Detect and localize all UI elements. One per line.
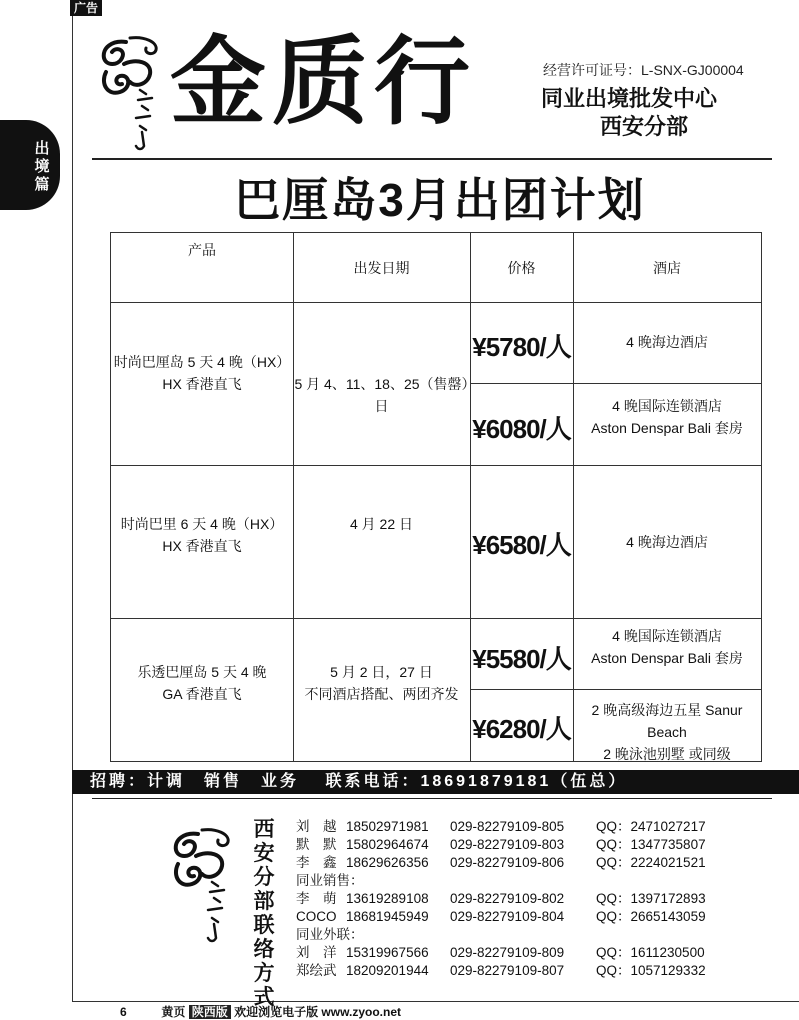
hotel-line: Aston Denspar Bali 套房	[591, 650, 743, 666]
contact-qq: QQ：2224021521	[596, 855, 706, 870]
product-cell	[111, 661, 293, 705]
footer-link[interactable]: 欢迎浏览电子版 www.zyoo.net	[234, 1005, 401, 1019]
header-date: 出发日期	[353, 260, 410, 276]
price-cell: ¥6280/人	[472, 714, 571, 744]
contact-mobile: 15319967566	[346, 945, 429, 960]
table-subrow-divider	[470, 689, 761, 690]
contact-name: 刘 洋	[296, 945, 337, 960]
contact-mobile: 18629626356	[346, 855, 429, 870]
recruit-banner: 招聘：计调 销售 业务 联系电话：18691879181（伍总）	[72, 770, 799, 794]
brand-branch: 西安分部	[600, 114, 689, 139]
contact-tel: 029-82279109-805	[450, 819, 565, 834]
contact-row	[296, 962, 706, 980]
hotel-line: 4 晚海边酒店	[626, 534, 708, 550]
contact-mobile: 13619289108	[346, 891, 429, 906]
header-divider	[92, 158, 772, 160]
brand-logo-icon	[96, 34, 170, 152]
contact-mobile: 15802964674	[346, 837, 429, 852]
page-footer	[120, 1003, 401, 1020]
contact-tel: 029-82279109-803	[450, 837, 565, 852]
contact-tel: 029-82279109-806	[450, 855, 565, 870]
contact-name: 李 鑫	[296, 855, 337, 870]
contact-row	[296, 890, 706, 908]
edition-badge: 陕西版	[189, 1005, 231, 1019]
product-name: 时尚巴里 6 天 4 晚（HX）	[120, 516, 284, 532]
contact-name: 默 默	[296, 837, 337, 852]
ad-tag: 广告	[70, 0, 102, 16]
contact-tel: 029-82279109-802	[450, 891, 565, 906]
table-subrow-divider	[470, 383, 761, 384]
table-row-divider	[111, 302, 761, 303]
hotel-cell	[573, 699, 761, 765]
contact-row	[296, 836, 706, 854]
hotel-line: 4 晚国际连锁酒店	[612, 398, 722, 414]
date-cell	[293, 513, 470, 535]
date-cell	[293, 373, 470, 417]
contact-name: COCO	[296, 909, 337, 924]
contact-tel: 029-82279109-807	[450, 963, 565, 978]
hotel-line: 2 晚泳池别墅 或同级	[603, 746, 731, 762]
brand-name: 金质行	[170, 29, 476, 136]
price-cell: ¥6580/人	[472, 530, 571, 560]
hotel-line: Aston Denspar Bali 套房	[591, 420, 743, 436]
contact-mobile: 18209201944	[346, 963, 429, 978]
contact-qq: QQ：1397172893	[596, 891, 706, 906]
product-route: HX 香港直飞	[162, 376, 242, 392]
footer-section: 黄页	[161, 1005, 186, 1019]
contact-row	[296, 944, 705, 962]
contact-mobile: 18502971981	[346, 819, 429, 834]
contact-name: 郑绘武	[296, 963, 337, 978]
contact-qq: QQ：1347735807	[596, 837, 706, 852]
table-row-divider	[111, 618, 761, 619]
header-product: 产品	[188, 242, 216, 258]
section-side-tab-label: 出境篇	[34, 140, 50, 193]
departure-dates: 5 月 2 日，27 日	[330, 664, 433, 680]
plan-title: 巴厘岛3月出团计划	[234, 174, 646, 226]
header-hotel: 酒店	[653, 260, 681, 276]
product-route: GA 香港直飞	[162, 686, 242, 702]
hotel-cell	[573, 625, 761, 669]
price-cell: ¥5580/人	[472, 644, 571, 674]
contact-qq: QQ：2665143059	[596, 909, 706, 924]
contact-qq: QQ：1611230500	[596, 945, 705, 960]
contact-tel: 029-82279109-804	[450, 909, 565, 924]
contact-mobile: 18681945949	[346, 909, 429, 924]
product-name: 时尚巴厘岛 5 天 4 晚（HX）	[113, 354, 291, 370]
table-row-divider	[111, 465, 761, 466]
contact-row	[296, 908, 706, 926]
date-cell	[293, 661, 470, 705]
hotel-line: 4 晚国际连锁酒店	[612, 628, 722, 644]
header-price: 价格	[507, 260, 536, 276]
schedule-table	[110, 232, 762, 762]
departure-dates: 5 月 4、11、18、25（售罄）日	[294, 376, 469, 414]
contact-qq: QQ：1057129332	[596, 963, 706, 978]
contact-group-label: 同业外联：	[296, 927, 364, 942]
contact-row	[296, 854, 706, 872]
product-route: HX 香港直飞	[162, 538, 242, 554]
hotel-cell	[573, 395, 761, 439]
product-cell	[111, 513, 293, 557]
contact-title: 西安分部联络方式	[253, 818, 275, 1009]
contact-row	[296, 818, 706, 836]
recruit-divider	[92, 798, 772, 799]
price-cell: ¥5780/人	[472, 332, 571, 362]
table-col-divider	[470, 233, 471, 761]
hotel-cell	[573, 331, 761, 353]
price-cell: ¥6080/人	[472, 414, 571, 444]
contact-qq: QQ：2471027217	[596, 819, 706, 834]
contact-tel: 029-82279109-809	[450, 945, 565, 960]
contact-name: 刘 越	[296, 819, 337, 834]
product-name: 乐透巴厘岛 5 天 4 晚	[137, 664, 267, 680]
page-number: 6	[120, 1005, 127, 1019]
hotel-line: 2 晚高级海边五星 Sanur Beach	[591, 702, 743, 740]
table-col-divider	[573, 233, 574, 761]
hotel-cell	[573, 531, 761, 553]
brand-logo-icon	[168, 826, 242, 944]
contact-name: 李 萌	[296, 891, 337, 906]
contact-group-label: 同业销售：	[296, 873, 364, 888]
hotel-line: 4 晚海边酒店	[626, 334, 708, 350]
departure-dates: 4 月 22 日	[349, 516, 414, 532]
product-cell	[111, 351, 293, 395]
license-number: 经营许可证号：L-SNX-GJ00004	[543, 62, 744, 78]
departure-note: 不同酒店搭配、两团齐发	[304, 686, 459, 702]
brand-subtitle: 同业出境批发中心	[541, 86, 718, 111]
